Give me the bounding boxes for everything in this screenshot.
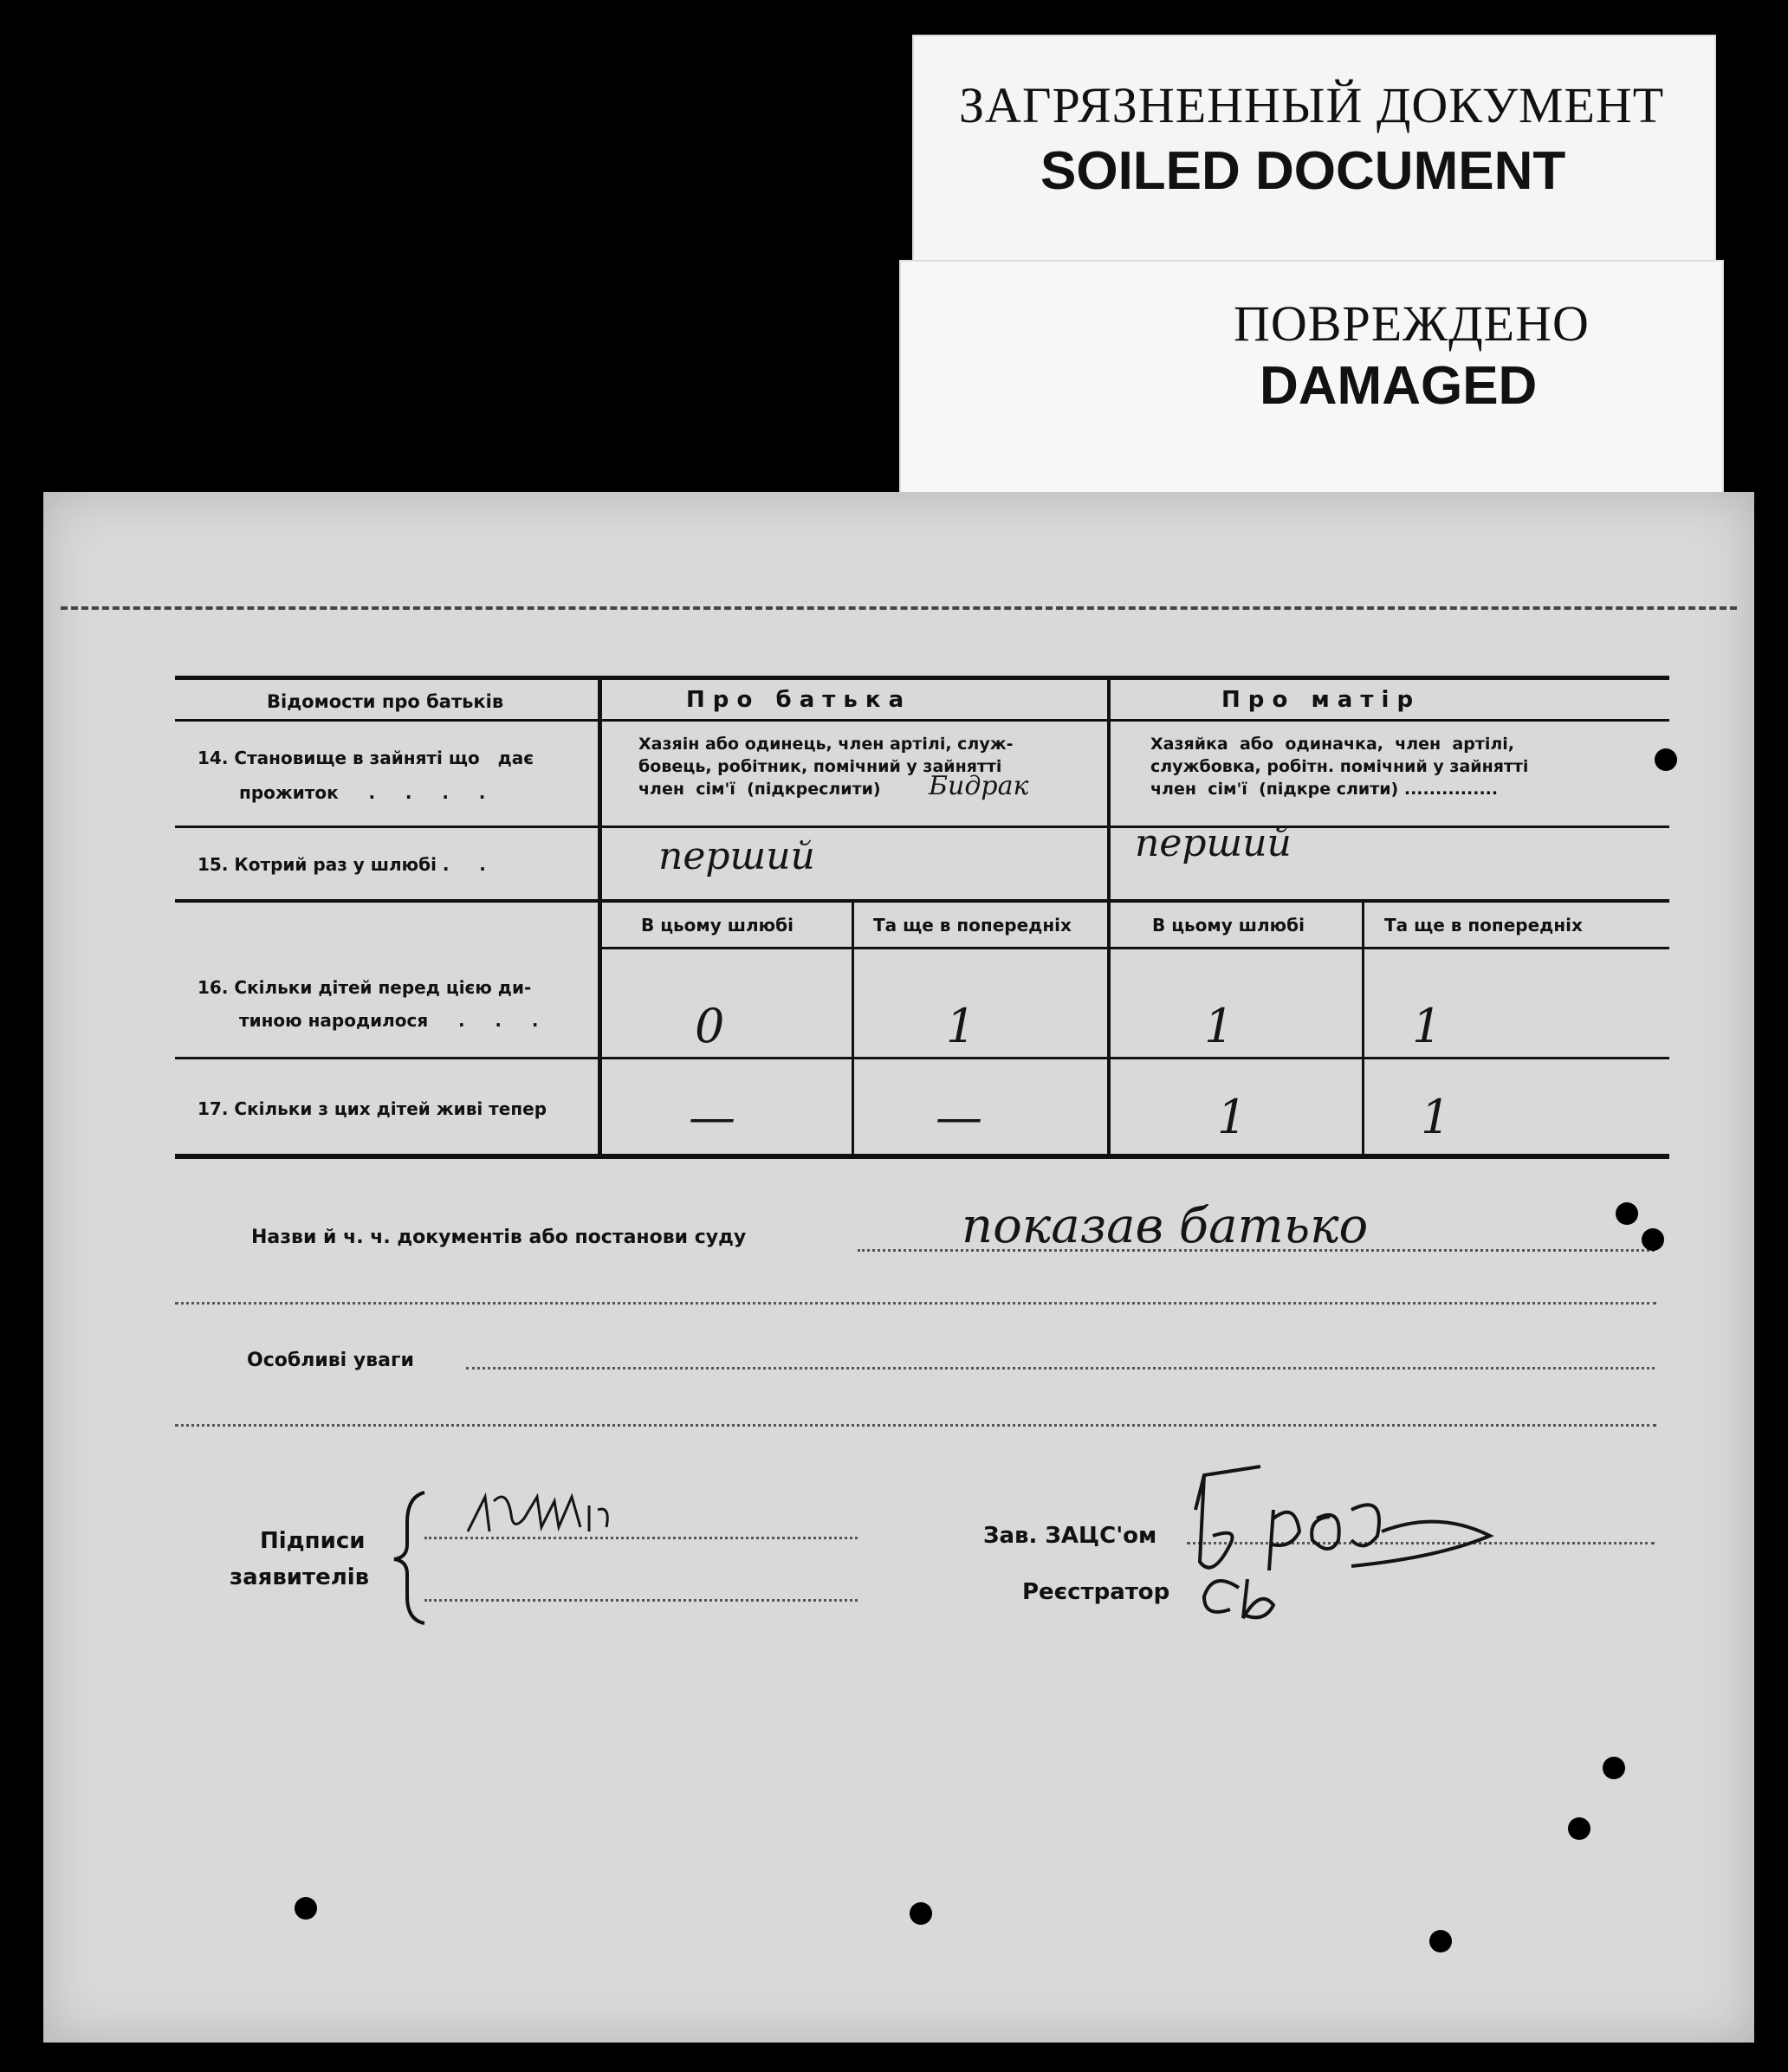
row14-father-handwritten-occupation: Бидрак <box>929 771 1029 801</box>
punch-hole <box>1642 1228 1664 1251</box>
row15-father-handwritten: перший <box>658 834 815 878</box>
row14-divider <box>175 826 1669 828</box>
col-divider-mother <box>1362 901 1364 1158</box>
row15-label: 15. Котрий раз у шлюбі . . <box>198 854 486 875</box>
row14-label-line2: прожиток . . . . <box>239 782 486 803</box>
row14-father-line2: бовець, робітник, помічний у зайнятті <box>638 757 1002 776</box>
punch-hole <box>1568 1817 1590 1840</box>
subheader-mother-this-marriage: В цьому шлюбі <box>1152 915 1305 936</box>
remarks-dotted-line-2 <box>175 1424 1656 1427</box>
table-bottom-border <box>175 1154 1669 1159</box>
row16-father-this-marriage: 0 <box>695 999 725 1053</box>
applicant-signature-line-2 <box>424 1599 858 1602</box>
remarks-label: Особливі уваги <box>247 1350 414 1371</box>
row14-label-line1: 14. Становище в зайняті що дає <box>198 748 534 768</box>
row17-mother-previous: 1 <box>1421 1090 1451 1144</box>
perforation-line <box>61 606 1737 610</box>
documents-handwritten: показав батько <box>962 1198 1369 1254</box>
documents-label: Назви й ч. ч. документів або постанови суду <box>251 1227 747 1248</box>
header-about-mother: П р о м а т і р <box>1221 687 1414 713</box>
soiled-document-label <box>912 35 1716 277</box>
row14-father-line1: Хазяін або одинець, член артілі, служ- <box>638 735 1014 754</box>
damaged-label-ukrainian: ПОВРЕЖДЕНО <box>1234 295 1590 352</box>
signatures-label-line1: Підписи <box>260 1528 366 1554</box>
row17-mother-this-marriage: 1 <box>1217 1090 1247 1144</box>
header-about-father: П р о б а т ь к а <box>686 687 904 713</box>
signatures-brace <box>390 1488 433 1627</box>
col-divider-father <box>852 901 854 1158</box>
row17-father-previous: — <box>936 1090 982 1144</box>
subheader-divider <box>602 947 1669 949</box>
damaged-document-label <box>899 260 1724 502</box>
row17-label: 17. Скільки з цих дітей живі тепер <box>198 1098 547 1119</box>
signatures-label-line2: заявителів <box>230 1564 370 1590</box>
subheader-mother-previous: Та ще в попередніх <box>1384 915 1583 936</box>
row16-mother-previous: 1 <box>1412 999 1442 1053</box>
row16-father-previous: 1 <box>946 999 976 1053</box>
remarks-dotted-line <box>466 1367 1655 1369</box>
punch-hole <box>1616 1202 1638 1225</box>
row17-father-this-marriage: — <box>689 1090 735 1144</box>
soiled-label-english: SOILED DOCUMENT <box>1040 141 1566 201</box>
subheader-father-previous: Та ще в попередніх <box>873 915 1072 936</box>
table-top-border <box>175 676 1669 680</box>
row16-label-line2: тиною народилося . . . <box>239 1010 539 1031</box>
punch-hole <box>295 1897 317 1920</box>
row16-divider <box>175 1057 1669 1059</box>
registrar-label: Реєстратор <box>1022 1579 1170 1605</box>
row14-mother-line2: службовка, робітн. помічний у зайнятті <box>1150 757 1529 776</box>
col-divider-1 <box>598 676 602 1158</box>
row14-father-line3: член сім'ї (підкреслити) <box>638 780 881 799</box>
row15-divider <box>175 899 1669 903</box>
official-signature <box>1178 1458 1542 1631</box>
punch-hole <box>1429 1930 1452 1952</box>
row14-mother-line1: Хазяйка або одиначка, член артілі, <box>1150 735 1515 754</box>
row15-mother-handwritten: перший <box>1135 821 1292 865</box>
header-parents-info: Відомости про батьків <box>267 691 504 712</box>
row14-mother-line3: член сім'ї (підкре слити) ............... <box>1150 780 1499 799</box>
row16-label-line1: 16. Скільки дітей перед цією ди- <box>198 977 532 998</box>
damaged-label-english: DAMAGED <box>1260 356 1538 416</box>
applicant-signature <box>459 1480 684 1549</box>
punch-hole <box>910 1902 932 1925</box>
subheader-father-this-marriage: В цьому шлюбі <box>641 915 794 936</box>
soiled-label-russian: ЗАГРЯЗНЕННЫЙ ДОКУМЕНТ <box>959 77 1665 133</box>
head-of-registry-label: Зав. ЗАЦС'ом <box>983 1523 1157 1549</box>
form-sheet <box>43 492 1754 2043</box>
punch-hole <box>1655 748 1677 771</box>
col-divider-2 <box>1107 676 1111 1158</box>
documents-dotted-line-2 <box>175 1302 1656 1305</box>
header-divider <box>175 719 1669 722</box>
punch-hole <box>1603 1757 1625 1779</box>
row16-mother-this-marriage: 1 <box>1204 999 1234 1053</box>
